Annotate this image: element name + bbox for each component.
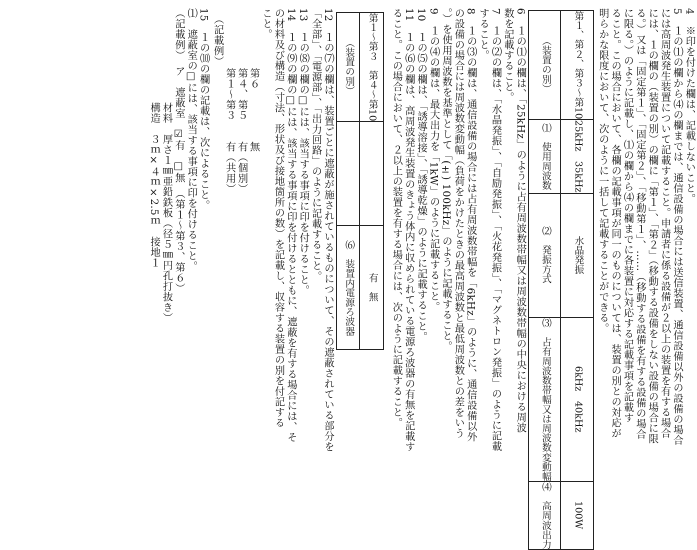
text-line: 9 １の⑷の欄は、最大出力を「1kW」のように記載すること。 bbox=[427, 8, 439, 312]
text-line: 8 １の⑶の欄は、通信設備の場合には占有周波数帯幅を「6kHz」のように、通信設備以外 bbox=[464, 8, 476, 442]
text-line: 10 １の⑸の欄は、「誘導溶接」、「誘導乾燥」のように記載すること。 bbox=[415, 8, 427, 343]
text-line: ること。この場合において、２以上の装置を有する場合には、次のように記載すること。 bbox=[390, 8, 402, 428]
text-line: 13 １の⑻の欄の□には、該当する事項に印を付けること。 bbox=[297, 8, 309, 296]
table-cell bbox=[360, 226, 384, 350]
text-line: 14 １の⑼の欄の□には、該当する事項に印を付けるとともに、遮蔽を有する場合には、そ bbox=[284, 8, 296, 443]
table-cell: 100W bbox=[561, 481, 594, 549]
table-header-cell: （装置の別） bbox=[336, 13, 360, 122]
text-line: 「全部」、「電源部」、「出力回路」のように記載すること。 bbox=[309, 8, 321, 282]
table-cell: 水晶発振 bbox=[561, 193, 594, 317]
table-cell bbox=[360, 122, 384, 226]
table2-block bbox=[334, 8, 390, 486]
text-line: 構造 ３ｍ×４ｍ×2.5ｍ 接地１ bbox=[148, 8, 160, 269]
table-header-cell: ⑴ 使用周波数 bbox=[528, 120, 561, 193]
text-line: 6 １の⑴の欄は、「25kHz」のように占有周波数帯幅又は周波数帯幅の中央における周波 bbox=[514, 8, 526, 434]
text-line: 5 １の⑴の欄から⑷の欄までは、通信設備の場合には送信装置、通信設備以外の設備の場合 bbox=[671, 8, 683, 446]
text-line: 数を記載すること。 bbox=[501, 8, 513, 103]
text-line: 15 １の⑽の欄の記載は、次によること。 bbox=[197, 8, 209, 211]
text-line: ること。この場合において、各欄の記載事項が同一のものについては、装置の別との対応が bbox=[609, 8, 621, 439]
text-line: の材料及び構造（寸法、形状及び接地箇所の数）を記載し、収容する装置の別を付記する bbox=[272, 8, 284, 428]
text-line: る。）又は「固定第１」、「固定第２」、「移動第１」、……（移動する設備を有する設備の場合 bbox=[633, 8, 645, 440]
example-label: （記載例） bbox=[211, 14, 223, 67]
text-line: ⑴ 遮蔽室の□には、該当する事項に印を付けること。 bbox=[185, 8, 197, 272]
table-cell: 第１～第３ 第４～第10 bbox=[360, 13, 384, 122]
text-line: 4 ※印を付けた欄は、記載しないこと。 bbox=[683, 8, 695, 204]
example-line: 第４、第５ 有（個別） bbox=[235, 68, 247, 194]
table-cell bbox=[336, 122, 360, 226]
table-cell: 25kHz 35kHz bbox=[561, 120, 594, 193]
text-line: 材料 厚さ１㎜亜鉛鉄板（径５㎜円孔打抜き） bbox=[160, 8, 172, 323]
example-line: 第１～第３ 有（共用） bbox=[223, 68, 235, 194]
table-header-cell: ⑷ 高周波出力 bbox=[528, 481, 561, 549]
table-cell: 第１、第２、第３～第10 bbox=[561, 11, 594, 120]
filter-value-yes: 有 bbox=[366, 273, 378, 283]
filter-value-no: 無 bbox=[366, 292, 378, 303]
vertical-text-body bbox=[0, 8, 695, 550]
text-line: には、１の欄の（装置の別）の欄に「第１」、「第２」（移動する設備をしない設備の場合に限 bbox=[646, 8, 658, 445]
text-line: 12 １の⑺の欄は、装置ごとに遮蔽が施されているものについて、その遮蔽されている部分を bbox=[321, 8, 333, 453]
example-line: 第６ 無 bbox=[247, 68, 259, 152]
text-line: すること。 bbox=[477, 8, 489, 61]
table-header-cell: ⑵ 発振方式 bbox=[528, 193, 561, 317]
table-header-cell: ⑶ 占有周波数帯幅又は周波数変動幅 bbox=[528, 317, 561, 481]
text-line: に限る。）のように記載し、⑴の欄から⑷の欄までに各装置に対応する記載事項を記載す bbox=[621, 8, 633, 423]
table1-block bbox=[526, 8, 596, 550]
text-line: 11 １の⑹の欄は、高周波発生装置のきょう体内に収められている電源ろ波器の有無を記載す bbox=[402, 8, 414, 453]
text-line: 。）を使用周波数を基準として「(±) 100kHz」のように記載すること。 bbox=[439, 8, 451, 352]
table-header-cell: ⑹ 装置内電源ろ波器 bbox=[336, 226, 360, 350]
table-header-cell: （装置の別） bbox=[528, 11, 561, 120]
text-line: （記載例） ア 遮蔽室 ☑有 □無 （第１～第３、第６） bbox=[172, 8, 184, 294]
filter-table bbox=[336, 12, 384, 350]
example-block bbox=[209, 8, 259, 486]
frequency-table bbox=[528, 10, 594, 550]
text-line: 7 １の⑵の欄は、「水晶発振」、「自励発振」、「火花発振」、「マグネトロン発振」のように記載 bbox=[489, 8, 501, 452]
table-cell: 6kHz 40kHz bbox=[561, 317, 594, 481]
text-line: には高周波発生装置について記載すること。申請者に係る設備が２以上の装置を有する場合 bbox=[658, 8, 670, 439]
text-line: の設備の場合には周波数変動幅（負荷をかけたときの最高周波数と最低周波数との差をいう bbox=[452, 8, 464, 439]
text-line: 明らかな限度において、次のように一括して記載することができる。 bbox=[596, 8, 608, 334]
text-line: こと。 bbox=[260, 8, 272, 40]
